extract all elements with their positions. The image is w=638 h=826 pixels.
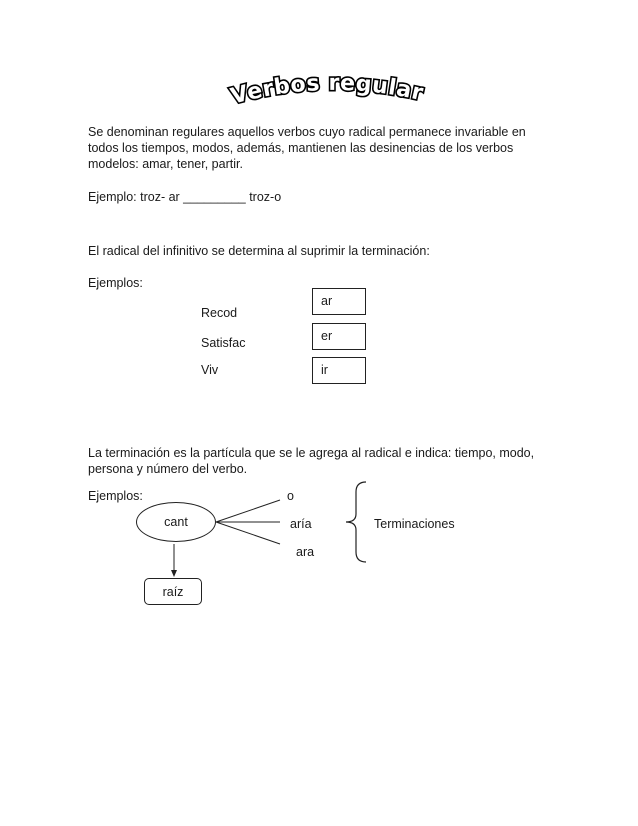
root-label-box: raíz — [144, 578, 202, 605]
branch-line — [216, 522, 280, 544]
examples-label: Ejemplos: — [88, 276, 143, 290]
terminations-label: Terminaciones — [374, 517, 455, 531]
radical-example: Satisfac — [201, 336, 246, 350]
ending-box: ar — [312, 288, 366, 315]
arrow-down-icon — [171, 570, 177, 577]
ending-text: aría — [290, 517, 312, 531]
examples-label: Ejemplos: — [88, 489, 143, 503]
radical-example: Recod — [201, 306, 238, 320]
radical-sentence: El radical del infinitivo se determina al suprimir la terminación: — [88, 244, 430, 258]
intro-paragraph: Se denominan regulares aquellos verbos cuyo radical permanece invariable en todos los tiempos, modos, además, mantienen las desinencias de los verbos modelos: amar, tener, partir. — [88, 125, 526, 171]
ending-box: ir — [312, 357, 366, 384]
ending-text: o — [287, 489, 294, 503]
ending-box: er — [312, 323, 366, 350]
branch-line — [216, 500, 280, 522]
example-line: Ejemplo: troz- ar _________ troz-o — [88, 190, 282, 204]
radical-example: Viv — [201, 363, 219, 377]
termination-paragraph: La terminación es la partícula que se le agrega al radical e indica: tiempo, modo, persona y número del verbo. — [88, 446, 535, 476]
curly-brace-icon — [346, 482, 366, 562]
title-text: Verbos regulares — [217, 51, 426, 110]
ending-text: ara — [296, 545, 315, 559]
root-ellipse: cant — [136, 502, 216, 542]
